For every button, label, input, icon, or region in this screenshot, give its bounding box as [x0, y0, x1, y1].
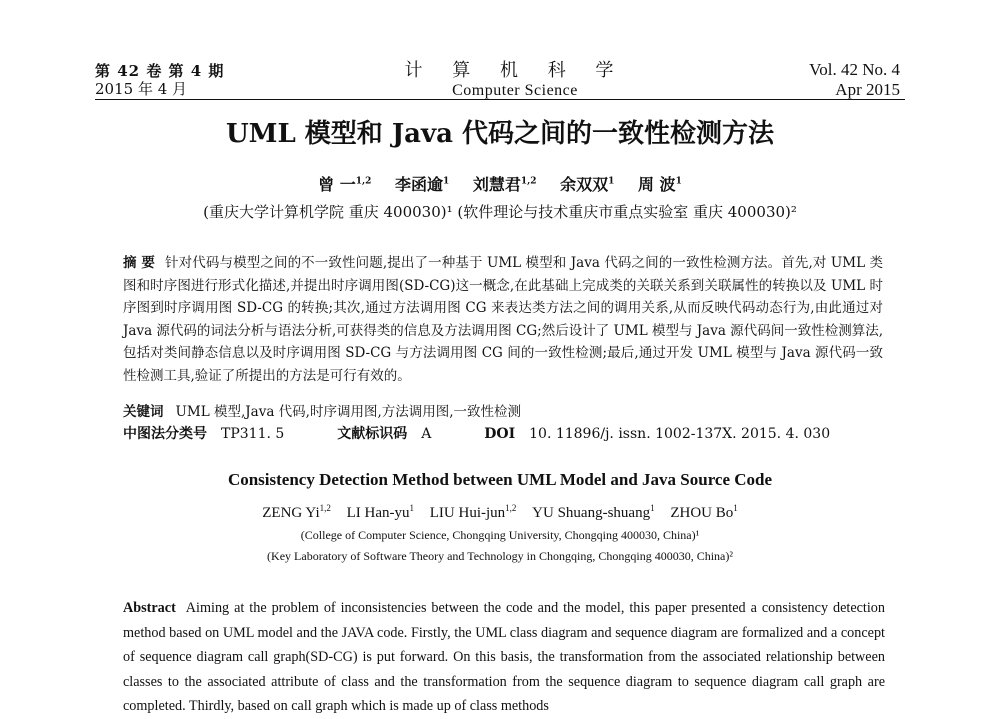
- paper-title-en: Consistency Detection Method between UML Model and Java Source Code: [227, 470, 773, 489]
- affiliation-en-1: (College of Computer Science, Chongqing University, Chongqing 400030, China)¹: [300, 528, 700, 542]
- author-cn: 曾 一$^{1,2}$: [318, 175, 372, 194]
- date-en: Apr 2015: [835, 80, 900, 99]
- volume-cn: 第 42 卷 第 4 期: [95, 62, 225, 80]
- journal-issue-en: [809, 60, 900, 100]
- clc-value: TP311. 5: [221, 426, 285, 442]
- abstract-cn: [123, 252, 883, 388]
- author-list-cn: [0, 172, 1000, 195]
- doc-code-value: A: [421, 426, 432, 442]
- keywords-cn-text: UML 模型,Java 代码,时序调用图,方法调用图,一致性检测: [175, 404, 522, 420]
- abstract-cn-text: 针对代码与模型之间的不一致性问题,提出了一种基于 UML 模型和 Java 代码之间的一致性检测方法。首先,对 UML 类图和时序图进行形式化描述,并提出时序调用图(SD-CG)这一概念,在此基础上完成类的关联关系到关联属性的转换以及 UML 时序图到时序调用图 SD-CG 的转换;其次,通过方法调用图 CG 来表达类方法之间的调用关系,从而反映代码动态行为,由此通过对 Java 源代码的词法分析与语法分析,可获得类的信息及方法调用图 CG;然后设计了 UML 模型与 Java 源代码间一致性检测算法,包括对类间静态信息以及时序调用图 SD-CG 与方法调用图 CG 间的一致性检测;最后,通过开发 UML 模型与 Java 源代码一致性检测工具,验证了所提出的方法是可行有效的。: [123, 255, 884, 384]
- doi-label: DOI: [484, 426, 516, 442]
- journal-name-en: Computer Science: [452, 82, 578, 99]
- author-en: YU Shuang-shuang$^1$: [532, 503, 655, 521]
- author-cn: 刘慧君$^{1,2}$: [472, 175, 537, 194]
- abstract-en-text: Aiming at the problem of inconsistencies between the code and the model, this paper presented a consistency detection method based on UML model and the JAVA code. Firstly, the UML class diagram and sequence diagram are formalized and a concept of sequence diagram call graph(SD-CG) is put forward. On this basis, the transformation from the associated relationship between classes to the associated attribute of class and the transformation from the sequence diagram to sequence diagram call graph are completed. Thirdly, based on call graph which is made up of class methods: [123, 600, 885, 715]
- author-en: ZHOU Bo$^1$: [670, 503, 738, 521]
- author-en: ZENG Yi$^{1,2}$: [262, 503, 331, 521]
- clc-label: 中图法分类号: [123, 426, 207, 442]
- journal-name: [360, 60, 670, 100]
- author-en: LIU Hui-jun$^{1,2}$: [429, 503, 517, 521]
- author-cn: 周 波$^1$: [637, 175, 682, 194]
- author-en: LI Han-$yu^1$: [346, 503, 415, 521]
- journal-issue-cn: [95, 62, 224, 98]
- abstract-en-label: Abstract: [123, 600, 176, 616]
- affiliation-cn: (重庆大学计算机学院 重庆 400030)¹ (软件理论与技术重庆市重点实验室 重庆 400030)²: [203, 203, 797, 221]
- doc-code-label: 文献标识码: [337, 426, 408, 442]
- journal-name-cn: 计 算 机 科 学: [404, 60, 626, 81]
- author-cn: 余双双$^1$: [560, 175, 615, 194]
- abstract-cn-label: 摘 要: [123, 255, 156, 271]
- header-rule: [95, 99, 905, 100]
- paper-title-cn: UML 模型和 Java 代码之间的一致性检测方法: [226, 119, 774, 149]
- classification-line: [123, 424, 883, 444]
- keywords-cn-label: 关键词: [123, 404, 164, 420]
- author-cn: 李函逾$^1$: [395, 175, 450, 194]
- keywords-cn: [123, 402, 883, 422]
- affiliation-en-2: (Key Laboratory of Software Theory and Technology in Chongqing, Chongqing 400030, China)²: [267, 549, 733, 563]
- doi-value: 10. 11896/j. issn. 1002-137X. 2015. 4. 030: [529, 426, 831, 442]
- author-list-en: [0, 505, 1000, 522]
- date-cn: 2015 年 4 月: [95, 80, 188, 98]
- volume-en: Vol. 42 No. 4: [809, 60, 900, 79]
